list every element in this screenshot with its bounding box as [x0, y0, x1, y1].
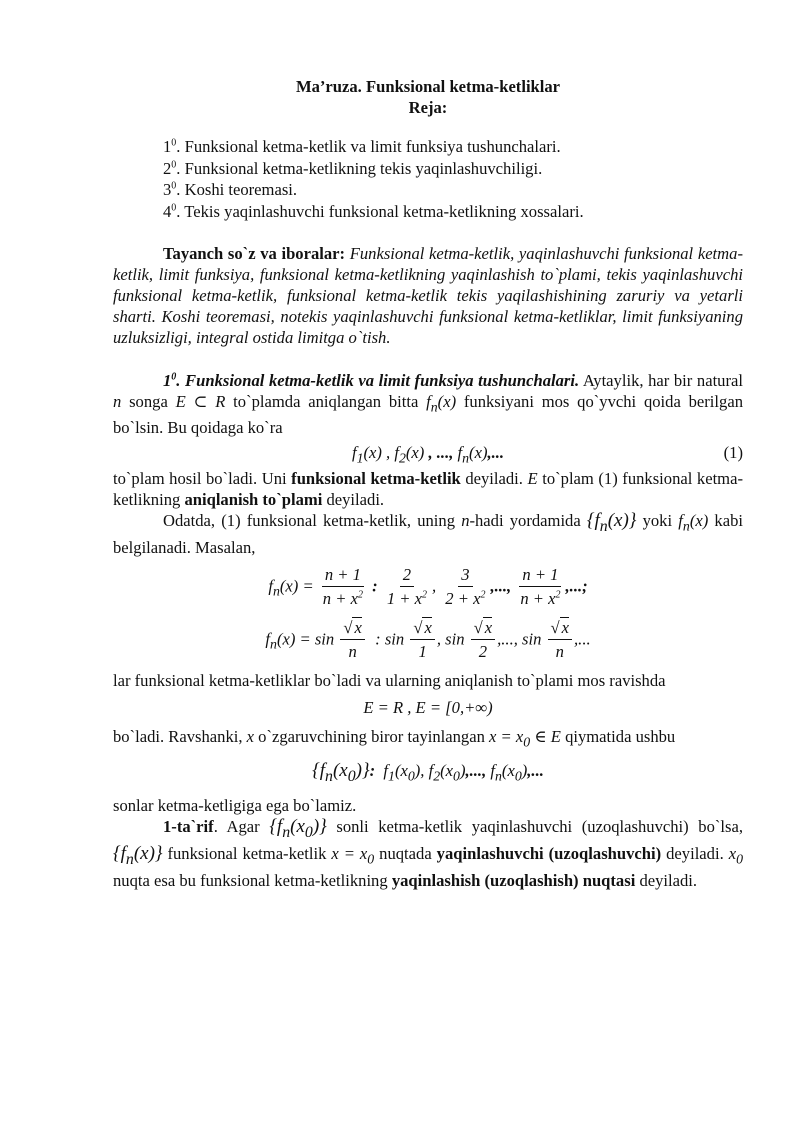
- definition-label: 1-ta`rif: [163, 817, 214, 837]
- domain-paragraph: lar funksional ketma-ketliklar bo`ladi va ularning aniqlanish to`plami mos ravishda: [113, 671, 666, 691]
- keywords-text: Funksional ketma-ketlik, yaqinlashuvchi funksional ketma-ketlik, limit funksiya, funksional ketma-ketlikning yaqinlashish to`plami, tekis yaqinlashuvchi funksional ketma-ketlik, funksional ketma-ketlik tekis yaqilashishining zaruriy va yetarli sharti. Koshi teoremasi, notekis yaqinlashuvchi funksional ketma-ketliklar, limit funksiyaning uzluksizligi, integral ostida limitga o`tish.: [113, 244, 743, 347]
- keywords-paragraph: [113, 243, 743, 348]
- number-sequence-formula: $\{f_n(x_0)\}$: $f_1(x_0)$, $f_2(x_0)$,..., $f_n(x_0)$,...: [312, 760, 544, 786]
- plan-item: $3^0$. Koshi teoremasi.: [163, 180, 298, 199]
- example-formula-2: $f_n(x) = \sin$ $\frac{√ x}{n}$ : sin $\frac{√ x}{1}$ , sin $\frac{√ x}{2}$ ,..., sin $\frac{√ x}{n}$ ,...: [265, 618, 591, 662]
- definition-1: 1-ta`rif. Agar $\{f_n(x_0)\}$ sonli ketma-ketlik yaqinlashuvchi (uzoqlashuvchi) bo`lsa, $\{f_n(x)\}$ funksional ketma-ketlik $x = x_0$ nuqtada yaqinlashuvchi (uzoqlashuvchi) deyiladi. $x_0$ nuqta esa bu funksional ketma-ketlikning yaqinlashish (uzoqlashish) nuqtasi deyiladi.: [113, 816, 743, 890]
- keywords-label: Tayanch so`z va iboralar:: [163, 244, 346, 263]
- fixed-point-paragraph: bo`ladi. Ravshanki, x o`zgaruvchining biror tayinlangan $x = x_0$ ∈ E qiymatida ushbu: [113, 727, 676, 750]
- plan-item: $4^0$. Tekis yaqinlashuvchi funksional ketma-ketlikning xossalari.: [163, 201, 584, 221]
- equation-1: $f_1(x)$ , $f_2(x)$ , ..., $f_n(x)$,... (1): [351, 443, 743, 466]
- domain-sets: E = R , E = [0,+∞): [363, 698, 493, 718]
- plan-heading: Reja:: [408, 98, 448, 117]
- section1-heading: $1^0$. Funksional ketma-ketlik va limit funksiya tushunchalari.: [163, 371, 580, 390]
- notation-paragraph: Odatda, (1) funksional ketma-ketlik, uning n-hadi yordamida $\{f_n(x)\}$ yoki $f_n(x)$ kabi belgilanadi. Masalan,: [113, 510, 743, 558]
- plan-list: [163, 136, 743, 222]
- equation-number: (1): [723, 443, 743, 463]
- plan-item: $2^0$. Funksional ketma-ketlikning tekis yaqinlashuvchiligi.: [163, 158, 543, 178]
- plan-item: $1^0$. Funksional ketma-ketlik va limit funksiya tushunchalari.: [163, 137, 561, 156]
- document-page: [113, 76, 743, 891]
- example-formula-1: $f_n(x)$ = $\frac{n + 1}{n + x^2}$ : $\frac{2}{1 + x^2}$ , $\frac{3}{2 + x^2}$ ,..., $\frac{n + 1}{n + x^2}$ ,...;: [268, 565, 588, 609]
- section1-paragraph: $1^0$. Funksional ketma-ketlik va limit funksiya tushunchalari. Aytaylik, har bir natural n songa E ⊂ R to`plamda aniqlangan bitta $f_n(x)$ funksiyani mos qo`yvchi qoida berilgan bo`lsin. Bu qoidaga ko`ra: [113, 371, 743, 438]
- lecture-title: Ma’ruza. Funksional ketma-ketliklar: [295, 77, 561, 96]
- sequence-paragraph: sonlar ketma-ketligiga ega bo`lamiz.: [113, 796, 357, 816]
- definition-paragraph-1: to`plam hosil bo`ladi. Uni funksional ketma-ketlik deyiladi. E to`plam (1) funksional ketma-ketlikning aniqlanish to`plami deyiladi.: [113, 469, 743, 510]
